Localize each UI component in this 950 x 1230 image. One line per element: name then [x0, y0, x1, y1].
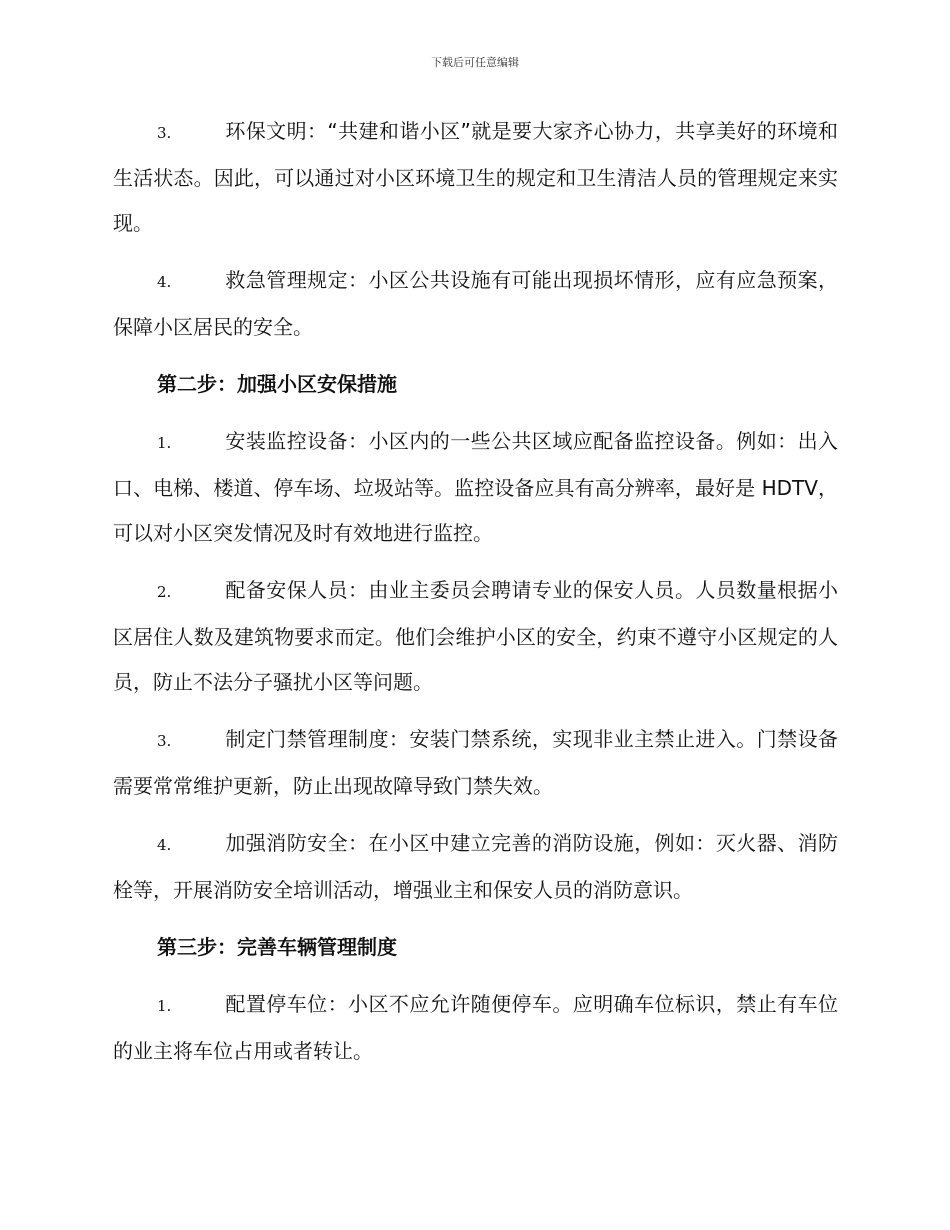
list-item [113, 568, 838, 705]
list-item [113, 258, 838, 350]
item-text: 环保文明：“共建和谐小区”就是要大家齐心协力，共享美好的环境和生活状态。因此，可以通过对小区环境卫生的规定和卫生清洁人员的管理规定来实现。 [113, 119, 838, 235]
list-item [113, 109, 838, 246]
list-item [113, 717, 838, 809]
page-header: 下载后可任意编辑 [431, 56, 519, 69]
item-text: 加强消防安全：在小区中建立完善的消防设施，例如：灭火器、消防栓等，开展消防安全培训活动，增强业主和保安人员的消防意识。 [113, 831, 838, 902]
list-item [113, 982, 838, 1074]
item-text: 配置停车位：小区不应允许随便停车。应明确车位标识，禁止有车位的业主将车位占用或者转让。 [113, 992, 838, 1063]
item-number: 3. [157, 732, 172, 750]
item-number: 2. [157, 583, 172, 601]
section-heading: 第二步：加强小区安保措施 [157, 372, 397, 396]
section-heading: 第三步：完善车辆管理制度 [157, 935, 397, 959]
item-number: 4. [157, 273, 172, 291]
item-number: 4. [157, 836, 172, 854]
item-number: 3. [157, 124, 172, 142]
item-text: 制定门禁管理制度：安装门禁系统，实现非业主禁止进入。门禁设备需要常常维护更新，防止出现故障导致门禁失效。 [113, 727, 838, 798]
list-item [113, 419, 838, 556]
item-text: 配备安保人员：由业主委员会聘请专业的保安人员。人员数量根据小区居住人数及建筑物要求而定。他们会维护小区的安全，约束不遵守小区规定的人员，防止不法分子骚扰小区等问题。 [113, 578, 838, 694]
item-number: 1. [157, 997, 172, 1015]
item-text: 救急管理规定：小区公共设施有可能出现损坏情形，应有应急预案，保障小区居民的安全。 [113, 268, 838, 339]
item-text: 安装监控设备：小区内的一些公共区域应配备监控设备。例如：出入口、电梯、楼道、停车场、垃圾站等。监控设备应具有高分辨率，最好是 HDTV，可以对小区突发情况及时有效地进行监控。 [113, 429, 838, 545]
list-item [113, 821, 838, 913]
item-number: 1. [157, 434, 172, 452]
document-body [113, 109, 838, 1086]
